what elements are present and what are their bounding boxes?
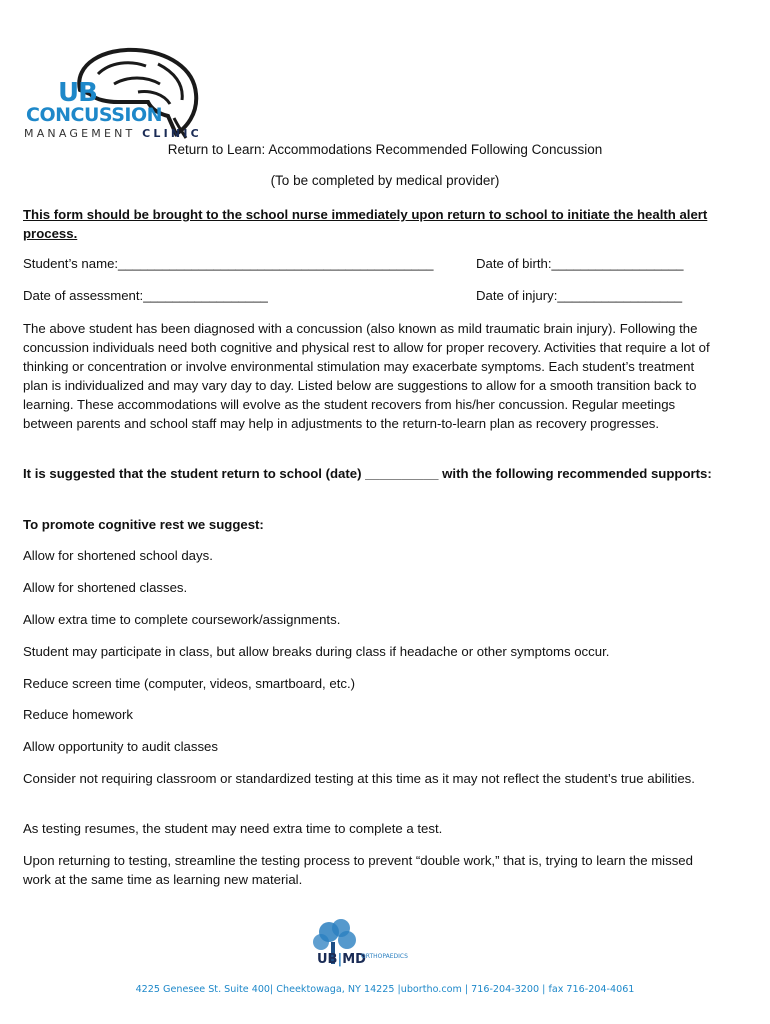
ub-concussion-logo	[18, 44, 218, 140]
logo-subtitle	[24, 127, 202, 140]
list-item: Reduce screen time (computer, videos, smartboard, etc.)	[23, 676, 356, 691]
list-item: Student may participate in class, but allow breaks during class if headache or other symptoms occur.	[23, 644, 610, 659]
list-item: Reduce homework	[23, 707, 133, 722]
student-name-field[interactable]: Student’s name:___________________________________________	[23, 256, 434, 271]
footer-logo-ub-text: UB	[317, 952, 338, 967]
intro-paragraph: The above student has been diagnosed with a concussion (also known as mild traumatic brain injury). Following the concussion individuals need both cognitive and physical rest to allow for proper recovery. Activities that require a lot of thinking or concentration or involve environmental stimulation may exacerbate symptoms. Each student’s treatment plan is individualized and may vary day to day. Listed below are suggestions to allow for a smooth transition back to learning. These accommodations will evolve as the student recovers from his/her concussion. Regular meetings between parents and school staff may help in adjustments to the return-to-learn plan as recovery progresses.	[23, 321, 710, 431]
list-item: Consider not requiring classroom or standardized testing at this time as it may not reflect the student’s true abilities.	[23, 771, 695, 786]
logo-ub-text: UB	[58, 78, 97, 108]
list-item: Allow for shortened classes.	[23, 580, 188, 595]
list-item: Allow opportunity to audit classes	[23, 739, 218, 754]
date-of-assessment-field[interactable]: Date of assessment:_________________	[23, 288, 268, 303]
footer-logo-ortho: ORTHOPAEDICS	[361, 953, 408, 960]
logo-management-text: MANAGEMENT	[24, 127, 136, 140]
list-item: Upon returning to testing, streamline the testing process to prevent “double work,” that is, trying to learn the missed work at the same time as learning new material.	[23, 853, 693, 887]
date-of-birth-field[interactable]: Date of birth:__________________	[476, 256, 684, 271]
list-item: Allow for shortened school days.	[23, 548, 213, 563]
page-subtitle: (To be completed by medical provider)	[270, 173, 500, 188]
date-of-injury-field[interactable]: Date of injury:_________________	[476, 288, 683, 303]
ubmd-orthopaedics-logo	[305, 918, 445, 974]
list-item: As testing resumes, the student may need extra time to complete a test.	[23, 821, 443, 836]
page-title: Return to Learn: Accommodations Recommended Following Concussion	[167, 142, 603, 157]
footer-address: 4225 Genesee St. Suite 400| Cheektowaga, NY 14225 |ubortho.com | 716-204-3200 | fax 716-204-4061	[135, 984, 635, 995]
footer-logo-ub: UB|MD	[317, 952, 366, 967]
notice-text: This form should be brought to the school nurse immediately upon return to school to initiate the health alert process.	[23, 207, 708, 241]
logo-concussion-text: CONCUSSION	[26, 104, 163, 126]
logo-clinic-text: CLINIC	[142, 127, 202, 140]
cognitive-heading: To promote cognitive rest we suggest:	[23, 517, 264, 532]
suggestion-text: It is suggested that the student return to school (date) __________ with the following recommended supports:	[23, 466, 712, 481]
list-item: Allow extra time to complete coursework/assignments.	[23, 612, 341, 627]
footer-logo-md-text: MD	[342, 952, 366, 967]
